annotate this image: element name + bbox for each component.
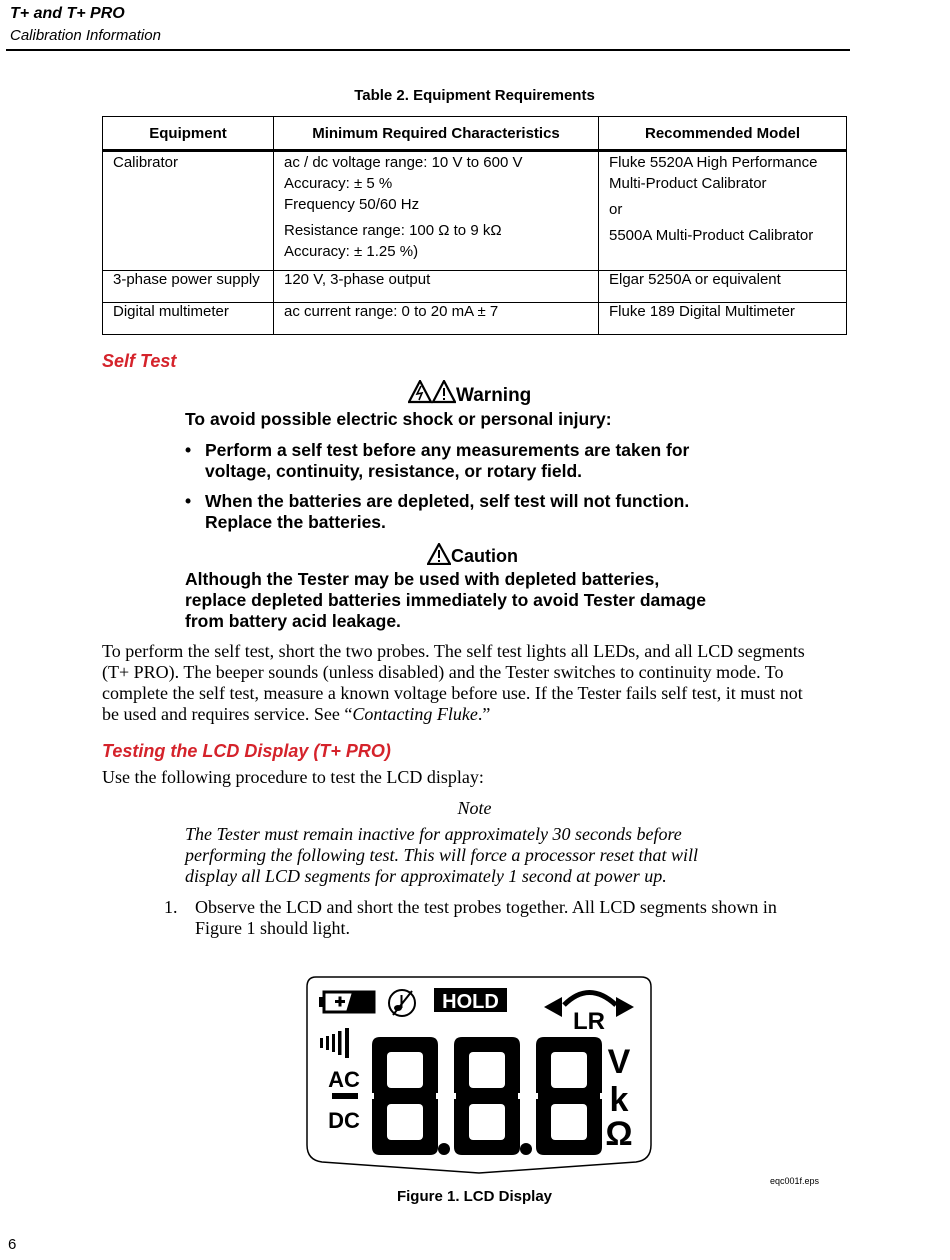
bullet-line: Perform a self test before any measurements are taken for: [205, 440, 690, 460]
page-number: 6: [8, 1236, 17, 1253]
cell-text: Fluke 5520A High Performance: [609, 154, 818, 171]
cell-text: or: [609, 201, 623, 218]
step-line: Figure 1 should light.: [195, 918, 351, 938]
battery-icon: [319, 992, 374, 1012]
hold-label: HOLD: [442, 991, 499, 1013]
lcd-section-heading: Testing the LCD Display (T+ PRO): [102, 741, 391, 761]
dc-label: DC: [328, 1108, 360, 1133]
caution-triangle-icon: [427, 543, 451, 565]
cell-text: ac / dc voltage range: 10 V to 600 V: [284, 154, 523, 171]
document-subtitle: Calibration Information: [10, 27, 161, 44]
figure-caption: Figure 1. LCD Display: [396, 1188, 553, 1205]
warning-bullet: [205, 491, 689, 533]
cell-text: Accuracy: ± 1.25 %): [284, 243, 419, 260]
step-number: 1.: [164, 897, 178, 917]
cell-text: 5500A Multi-Product Calibrator: [609, 227, 814, 244]
warning-triangle-icon: [408, 380, 456, 404]
caution-text: [185, 569, 706, 632]
equipment-cell: [103, 151, 274, 271]
caution-line: from battery acid leakage.: [185, 611, 401, 631]
note-line: The Tester must remain inactive for approximately 30 seconds before: [185, 824, 682, 844]
warning-bullet: [205, 440, 689, 482]
table-row: [103, 151, 847, 271]
equipment-cell: Digital multimeter: [103, 303, 274, 335]
table-caption: Table 2. Equipment Requirements: [354, 87, 595, 104]
cell-text: Accuracy: ± 5 %: [284, 175, 393, 192]
caution-line: replace depleted batteries immediately to avoid Tester damage: [185, 590, 706, 610]
bullet-line: Replace the batteries.: [205, 512, 386, 532]
document-title: T+ and T+ PRO: [10, 5, 125, 22]
characteristics-cell: ac current range: 0 to 20 mA ± 7: [274, 303, 599, 335]
bullet-line: When the batteries are depleted, self test will not function.: [205, 491, 690, 511]
model-cell: [599, 151, 847, 271]
seven-segment-digits: [369, 1037, 605, 1155]
caution-title: Caution: [451, 546, 518, 566]
continuity-sound-icon: [320, 1028, 349, 1058]
cell-text: Frequency 50/60 Hz: [284, 196, 420, 213]
warning-title-block: [408, 380, 531, 407]
figure-file-label: eqc001f.eps: [770, 1176, 820, 1186]
cell-text: Multi-Product Calibrator: [609, 175, 767, 192]
note-title: Note: [457, 798, 492, 818]
characteristics-cell: [274, 151, 599, 271]
kilo-prefix: k: [609, 1081, 629, 1119]
characteristics-cell: 120 V, 3-phase output: [274, 271, 599, 303]
bullet-dot: •: [185, 491, 192, 511]
contacting-fluke-link[interactable]: Contacting Fluke: [352, 704, 478, 724]
beeper-icon: [389, 990, 415, 1016]
note-line: performing the following test. This will force a processor reset that will: [185, 845, 698, 865]
table-row: [103, 303, 847, 335]
column-header: Equipment: [103, 117, 274, 151]
warning-intro: To avoid possible electric shock or personal injury:: [185, 409, 612, 429]
lr-label: LR: [573, 1008, 605, 1035]
equipment-cell: 3-phase power supply: [103, 271, 274, 303]
ac-label: AC: [328, 1067, 360, 1092]
ohm-unit: Ω: [605, 1115, 633, 1153]
lcd-intro: Use the following procedure to test the LCD display:: [102, 767, 484, 787]
table-row: [103, 271, 847, 303]
paragraph-line: (T+ PRO). The beeper sounds (unless disabled) and the Tester switches to continuity mode. To: [102, 662, 784, 682]
caution-line: Although the Tester may be used with depleted batteries,: [185, 569, 660, 589]
paragraph-line: complete the self test, measure a known voltage before use. If the Tester fails self test, it must not: [102, 683, 803, 703]
model-cell: Fluke 189 Digital Multimeter: [599, 303, 847, 335]
step-text: [195, 897, 777, 939]
self-test-heading: Self Test: [102, 351, 177, 371]
volts-unit: V: [607, 1043, 631, 1081]
lcd-display-figure: [304, 975, 654, 1180]
model-cell: Elgar 5250A or equivalent: [599, 271, 847, 303]
paragraph-line: be used and requires service. See “Contacting Fluke.”: [102, 704, 491, 724]
self-test-paragraph: [102, 641, 862, 725]
caution-title-block: [427, 543, 518, 567]
warning-title: Warning: [456, 385, 532, 406]
equipment-table: [102, 116, 847, 335]
cell-text: Calibrator: [113, 154, 179, 171]
minus-segment: [332, 1093, 358, 1099]
bullet-dot: •: [185, 440, 192, 460]
cell-text: Resistance range: 100 Ω to 9 kΩ: [284, 222, 502, 239]
step-line: Observe the LCD and short the test probes together. All LCD segments shown in: [195, 897, 777, 917]
bullet-line: voltage, continuity, resistance, or rotary field.: [205, 461, 582, 481]
table-header-row: [103, 117, 847, 151]
column-header: Recommended Model: [599, 117, 847, 151]
note-text: [185, 824, 698, 887]
header-rule: [6, 49, 850, 51]
column-header: Minimum Required Characteristics: [274, 117, 599, 151]
paragraph-line: To perform the self test, short the two probes. The self test lights all LEDs, and all LCD segments: [102, 641, 805, 661]
note-line: display all LCD segments for approximately 1 second at power up.: [185, 866, 667, 886]
